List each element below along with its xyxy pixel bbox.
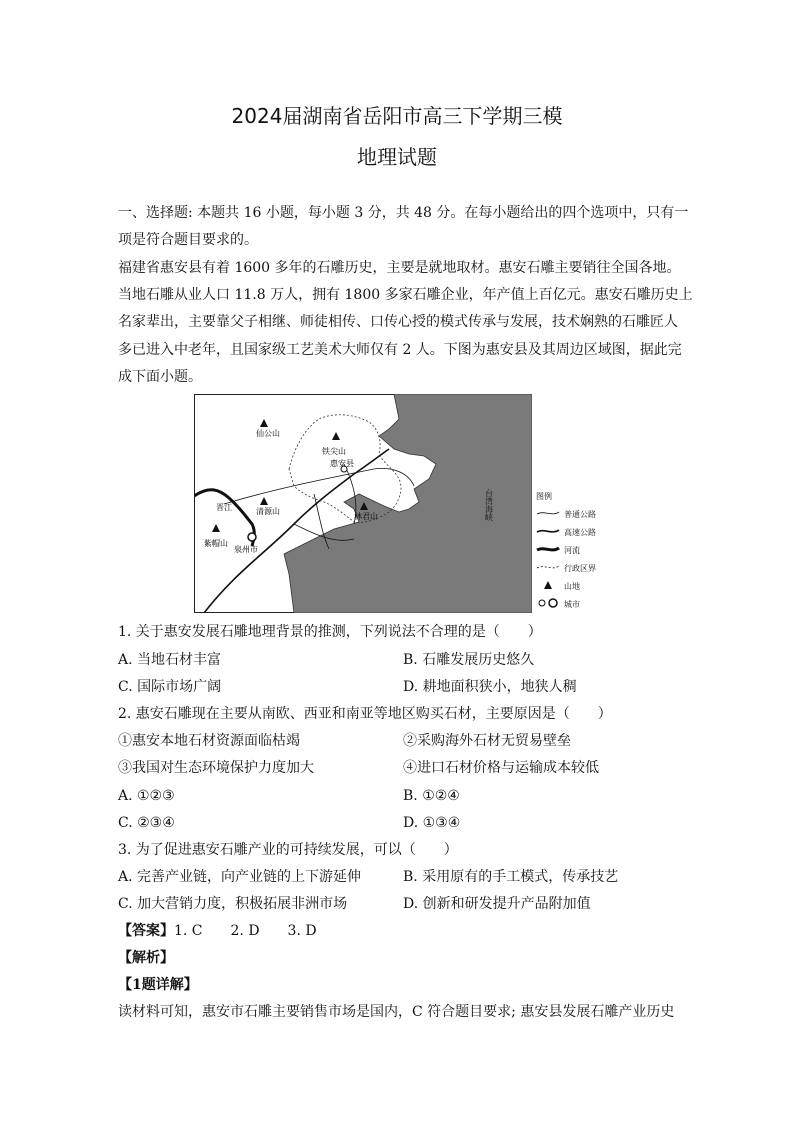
q1-option-d: D. 耕地面积狭小，地狭人稠	[403, 679, 577, 695]
label-xiangongshan: 仙公山	[256, 429, 280, 438]
label-linshan: 林君山	[354, 512, 378, 521]
legend-river: 河流	[564, 546, 580, 555]
label-zimaoshan: 紫帽山	[204, 539, 228, 548]
page-subtitle: 地理试题	[357, 145, 437, 169]
q3-option-c: C. 加大营销力度，积极拓展非洲市场	[118, 896, 348, 912]
q2-stem: 2. 惠安石雕现在主要从南欧、西亚和南亚等地区购买石材，主要原因是（ ）	[118, 706, 612, 722]
material-line-3: 名家辈出，主要靠父子相继、师徒相传、口传心授的模式传承与发展，技术娴熟的石雕匠人	[118, 314, 678, 330]
material-line-1: 福建省惠安县有着 1600 多年的石雕历史，主要是就地取材。惠安石雕主要销往全国各地。	[118, 260, 681, 276]
q1-option-a: A. 当地石材丰富	[118, 652, 222, 668]
material-line-5: 成下面小题。	[118, 369, 202, 385]
label-jinjiang: 晋江	[216, 503, 232, 512]
label-tiejianshan: 铁尖山	[322, 447, 346, 456]
legend-road-icon	[536, 508, 560, 518]
label-qingyuanshan: 清源山	[256, 507, 280, 516]
analysis-text: 读材料可知，惠安市石雕主要销售市场是国内，C 符合题目要求; 惠安县发展石雕产业历史	[118, 1004, 675, 1020]
legend-title: 图例	[536, 492, 552, 501]
label-huian: 惠安县	[330, 459, 354, 468]
q3-option-a: A. 完善产业链，向产业链的上下游延伸	[118, 869, 362, 885]
legend-mountain: 山地	[564, 582, 580, 591]
q1-option-c: C. 国际市场广阔	[118, 679, 222, 695]
page-title: 2024届湖南省岳阳市高三下学期三模	[231, 104, 563, 128]
legend-river-icon	[536, 544, 560, 554]
q1-stem: 1. 关于惠安发展石雕地理背景的推测，下列说法不合理的是（ ）	[118, 624, 542, 640]
legend-mountain-icon	[536, 580, 560, 590]
answer-values: 1. C 2. D 3. D	[174, 923, 317, 939]
legend-boundary: 行政区界	[564, 564, 596, 573]
label-strait: 台湾海峡	[484, 489, 494, 521]
label-quanzhou: 泉州市	[234, 545, 258, 554]
q2-item-4: ④进口石材价格与运输成本较低	[403, 760, 599, 776]
instructions-line-1: 一、选择题: 本题共 16 小题，每小题 3 分，共 48 分。在每小题给出的四个选项中，只有一	[118, 205, 689, 221]
legend-highway: 高速公路	[564, 528, 596, 537]
q2-item-1: ①惠安本地石材资源面临枯竭	[118, 733, 300, 749]
q3-option-b: B. 采用原有的手工模式，传承技艺	[403, 869, 619, 885]
q1-option-b: B. 石雕发展历史悠久	[403, 652, 535, 668]
q2-item-2: ②采购海外石材无贸易壁垒	[403, 733, 571, 749]
legend-city: 城市	[564, 600, 580, 609]
map-legend	[536, 488, 616, 614]
q3-option-d: D. 创新和研发提升产品附加值	[403, 896, 591, 912]
material-line-4: 多已进入中老年，且国家级工艺美术大师仅有 2 人。下图为惠安县及其周边区域图，据此完	[118, 342, 682, 358]
region-map	[194, 394, 532, 613]
instructions-line-2: 项是符合题目要求的。	[118, 232, 258, 248]
q2-item-3: ③我国对生态环境保护力度加大	[118, 760, 314, 776]
material-line-2: 当地石雕从业人口 11.8 万人，拥有 1800 多家石雕企业，年产值上百亿元。惠安石雕历史上	[118, 287, 693, 303]
answer-line	[118, 921, 317, 941]
legend-highway-icon	[536, 526, 560, 536]
analysis-label: 【解析】	[118, 950, 174, 966]
legend-city-icon	[536, 598, 560, 608]
q2-option-c: C. ②③④	[118, 815, 175, 831]
q2-option-b: B. ①②④	[403, 788, 460, 804]
q2-option-d: D. ①③④	[403, 815, 461, 831]
legend-road: 普通公路	[564, 510, 596, 519]
q2-option-a: A. ①②③	[118, 788, 175, 804]
city-quanzhou	[248, 533, 256, 541]
analysis-subheading: 【1题详解】	[118, 977, 198, 993]
answer-label: 【答案】	[118, 923, 174, 939]
q3-stem: 3. 为了促进惠安石雕产业的可持续发展，可以（ ）	[118, 842, 458, 858]
legend-boundary-icon	[536, 562, 560, 572]
